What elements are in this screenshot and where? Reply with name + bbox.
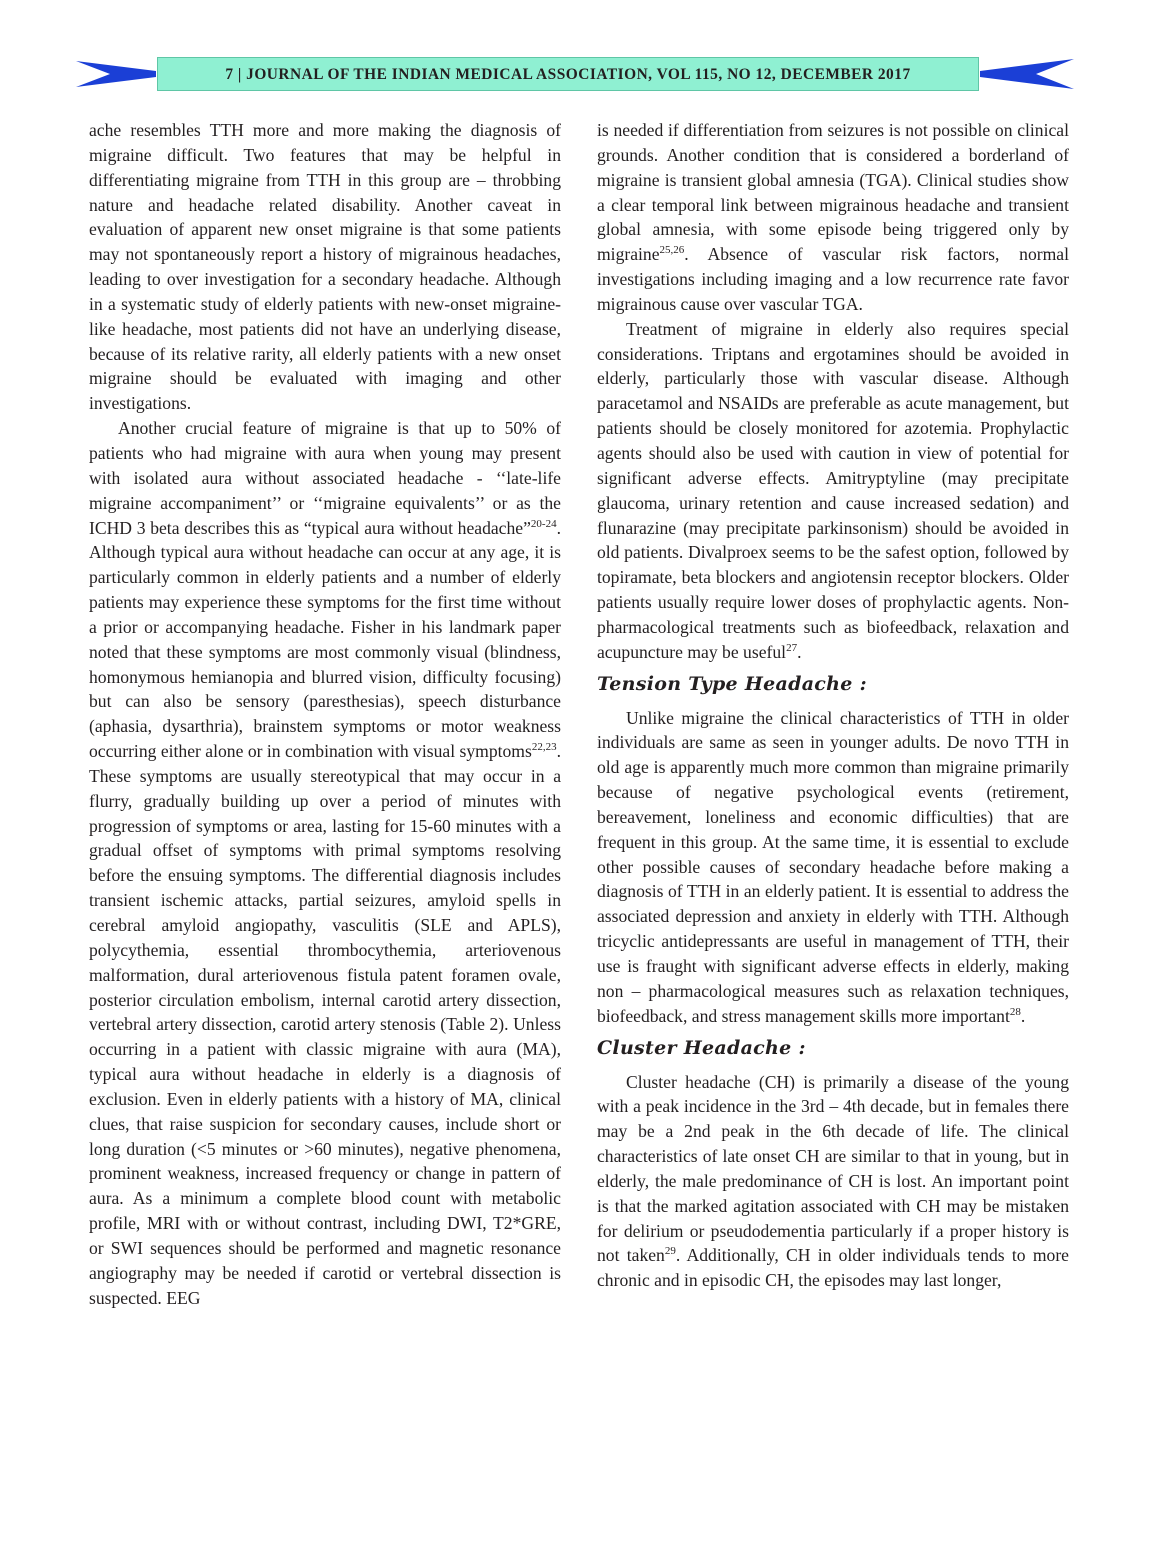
paragraph: Cluster headache (CH) is primarily a disease of the young with a peak incidence in the 3rd – 4th decade, but in females there may be a 2nd peak in the 6th decade of life. The clinical characteristics of late onset CH are similar to that in young, but in elderly, the male predominance of CH is lost. An important point is that the marked agitation associated with CH may be mistaken for delirium or pseudodementia particularly if a proper history is not taken$^{29}$. Additionally, CH in older individuals tends to more chronic and in episodic CH, the episodes may last longer, xyxy=(597,1071,1069,1291)
left-column xyxy=(89,118,561,1311)
header-band xyxy=(157,57,979,91)
paragraph: Another crucial feature of migraine is that up to 50% of patients who had migraine with aura when young may present with isolated aura without associated headache - ‘‘late-life migraine accompaniment’’ or ‘‘migraine equivalents’’ or as the ICHD 3 beta describes this as “typical aura without headache”$^{20-24}$. Although typical aura without headache can occur at any age, it is particularly common in elderly patients and a number of elderly patients may experience these symptoms for the first time without a prior or accompanying headache. Fisher in his landmark paper noted that these symptoms are most commonly visual (blindness, homonymous hemianopia and blurred vision, difficulty focusing) but can also be sensory (paresthesias), speech disturbance (aphasia, dysarthria), brainstem symptoms or motor weakness occurring either alone or in combination with visual symptoms$^{22,23}$. These symptoms are usually stereotypical that may occur in a flurry, gradually building up over a period of minutes with progression of symptoms or area, lasting for 15-60 minutes with a gradual offset of symptoms with primal symptoms resolving before the ensuing symptoms. The differential diagnosis includes transient ischemic attacks, partial seizures, amyloid spells in cerebral amyloid angiopathy, vasculitis (SLE and APLS), polycythemia, essential thrombocythemia, arteriovenous malformation, dural arteriovenous fistula patent foramen ovale, posterior circulation embolism, internal carotid artery dissection, vertebral artery dissection, carotid artery stenosis (Table 2). Unless occurring in a patient with classic migraine with aura (MA), typical aura without headache in elderly is a diagnosis of exclusion. Even in elderly patients with a history of MA, clinical clues, that raise suspicion for secondary causes, include short or long duration (<5 minutes or >60 minutes), negative phenomena, prominent weakness, increased frequency or change in pattern of aura. As a minimum a complete blood count with metabolic profile, MRI with or without contrast, including DWI, T2*GRE, or SWI sequences should be performed and magnetic resonance angiography may be needed if carotid or vertebral dissection is suspected. EEG xyxy=(89,418,561,1308)
section-heading-tension-type: Tension Type Headache : xyxy=(597,672,867,695)
right-column xyxy=(597,118,1069,1293)
section-heading-cluster: Cluster Headache : xyxy=(597,1036,806,1059)
citation: 27 xyxy=(786,641,798,654)
citation: 29 xyxy=(664,1245,676,1258)
right-arrow-decoration xyxy=(980,55,1074,93)
citation: 28 xyxy=(1009,1005,1021,1018)
paragraph: Unlike migraine the clinical characteristics of TTH in older individuals are same as seen in younger adults. De novo TTH in old age is apparently much more common than migraine primarily because of negative psychological events (retirement, bereavement, loneliness and economic difficulties) that are frequent in this group. At the same time, it is essential to exclude other possible causes of secondary headache before making a diagnosis of TTH in an elderly patient. It is essential to address the associated depression and anxiety in elderly with TTH. Although tricyclic antidepressants are useful in management of TTH, their use is fraught with significant adverse effects in elderly, making non – pharmacological measures such as relaxation techniques, biofeedback, and stress management skills more important$^{28}$. xyxy=(597,707,1069,1026)
paragraph: Treatment of migraine in elderly also requires special considerations. Triptans and ergotamines should be avoided in elderly, particularly those with vascular disease. Although paracetamol and NSAIDs are preferable as acute management, but patients should be closely monitored for azotemia. Prophylactic agents should also be used with caution in view of potential for significant adverse effects. Amitryptyline (may precipitate glaucoma, urinary retention and cause increased sedation) and flunarazine (may precipitate parkinsonism) should be avoided in old patients. Divalproex seems to be the safest option, followed by topiramate, beta blockers and angiotensin receptor blockers. Older patients usually require lower doses of prophylactic agents. Non-pharmacological treatments such as biofeedback, relaxation and acupuncture may be useful$^{27}$. xyxy=(597,318,1069,662)
left-arrow-decoration xyxy=(76,55,156,93)
citation: 20-24 xyxy=(530,517,557,530)
citation: 22,23 xyxy=(531,741,557,754)
paragraph: is needed if differentiation from seizures is not possible on clinical grounds. Another condition that is considered a borderland of migraine is transient global amnesia (TGA). Clinical studies show a clear temporal link between migrainous headache and transient global amnesia, with some episode being triggered only by migraine$^{25,26}$. Absence of vascular risk factors, normal investigations including imaging and a low recurrence rate favor migrainous cause over vascular TGA. xyxy=(597,120,1069,314)
running-header xyxy=(0,55,1154,93)
running-head-text: 7 | JOURNAL OF THE INDIAN MEDICAL ASSOCIATION, VOL 115, NO 12, DECEMBER 2017 xyxy=(225,66,911,83)
citation: 25,26 xyxy=(659,244,685,257)
paragraph: ache resembles TTH more and more making the diagnosis of migraine difficult. Two features that may be helpful in differentiating migraine from TTH in this group are – throbbing nature and headache related disability. Another caveat in evaluation of apparent new onset migraine is that some patients may not spontaneously report a history of migrainous headaches, leading to over investigation for a secondary headache. Although in a systematic study of elderly patients with new-onset migraine-like headache, most patients did not have an underlying disease, because of its relative rarity, all elderly patients with a new onset migraine should be evaluated with imaging and other investigations. xyxy=(89,120,561,414)
